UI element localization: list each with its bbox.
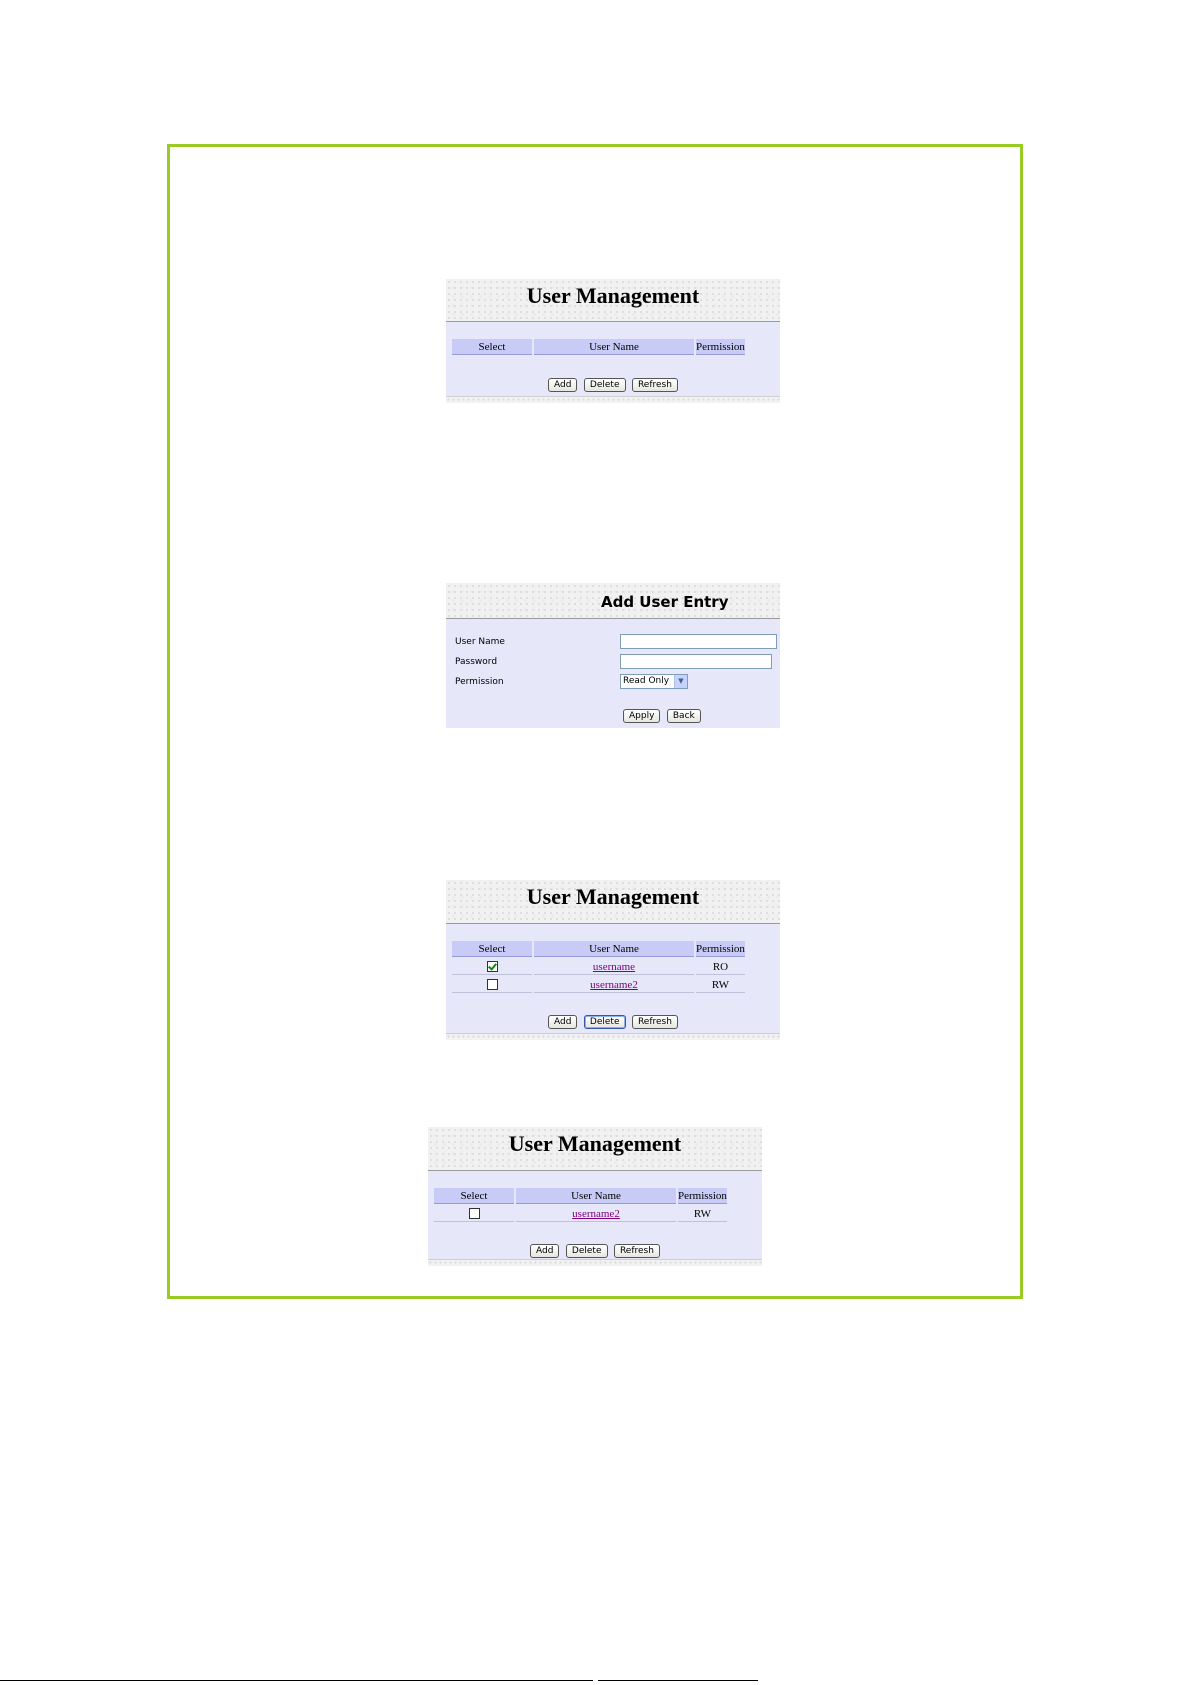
- column-header-permission: Permission: [678, 1188, 727, 1204]
- add-button[interactable]: Add: [548, 378, 577, 392]
- permission-cell: RW: [696, 977, 745, 993]
- page-title: User Management: [526, 884, 700, 909]
- table-header-row: [452, 941, 745, 957]
- delete-button[interactable]: Delete: [566, 1244, 608, 1258]
- column-header-user-name: User Name: [516, 1188, 676, 1204]
- page-title: User Management: [508, 1131, 682, 1156]
- user-name-cell: [534, 977, 694, 993]
- screenshot-user-management-empty: [446, 279, 780, 403]
- checkbox-checked-icon[interactable]: [487, 961, 498, 972]
- column-header-select: Select: [452, 339, 532, 355]
- column-header-user-name: User Name: [534, 941, 694, 957]
- user-name-cell: [516, 1206, 676, 1222]
- refresh-button[interactable]: Refresh: [632, 1015, 678, 1029]
- dropdown-arrow-icon[interactable]: ▼: [674, 675, 687, 688]
- column-header-select: Select: [434, 1188, 514, 1204]
- delete-button[interactable]: Delete: [584, 378, 626, 392]
- button-bar: [446, 1011, 780, 1029]
- add-button[interactable]: Add: [530, 1244, 559, 1258]
- back-button[interactable]: Back: [667, 709, 701, 723]
- permission-select[interactable]: [620, 674, 688, 689]
- password-label: Password: [455, 657, 498, 667]
- table-row: [452, 959, 745, 975]
- delete-button[interactable]: Delete: [584, 1015, 626, 1029]
- column-header-permission: Permission: [696, 339, 745, 355]
- user-table: [432, 1186, 729, 1224]
- user-link[interactable]: username2: [572, 1207, 620, 1220]
- screenshot-user-management-one-user: [428, 1127, 762, 1266]
- add-button[interactable]: Add: [548, 1015, 577, 1029]
- page-title-bar: [428, 1127, 762, 1171]
- page-title-bar: [446, 279, 780, 322]
- refresh-button[interactable]: Refresh: [614, 1244, 660, 1258]
- table-header-row: [452, 339, 745, 355]
- user-link[interactable]: username2: [590, 978, 638, 991]
- user-table: [450, 939, 747, 995]
- user-name-label: User Name: [455, 637, 505, 647]
- user-table: [450, 337, 747, 357]
- screenshot-user-management-two-users: [446, 880, 780, 1040]
- page-title: User Management: [526, 283, 700, 308]
- column-header-permission: Permission: [696, 941, 745, 957]
- table-row: [434, 1206, 727, 1222]
- page-title-bar: [446, 583, 780, 619]
- screenshot-add-user-entry: [446, 583, 780, 728]
- bottom-pattern: [446, 1033, 780, 1040]
- checkbox-empty-icon[interactable]: [487, 979, 498, 990]
- page-title: Add User Entry: [601, 593, 729, 611]
- permission-selected-value: Read Only: [623, 676, 670, 686]
- user-name-cell: [534, 959, 694, 975]
- column-header-user-name: User Name: [534, 339, 694, 355]
- permission-label: Permission: [455, 677, 504, 687]
- footer-rule: [0, 1680, 593, 1681]
- button-bar: [622, 705, 702, 723]
- select-cell: [434, 1206, 514, 1222]
- select-cell: [452, 977, 532, 993]
- bottom-pattern: [428, 1259, 762, 1266]
- select-cell: [452, 959, 532, 975]
- permission-cell: RO: [696, 959, 745, 975]
- page-title-bar: [446, 880, 780, 924]
- bottom-pattern: [446, 396, 780, 403]
- password-field[interactable]: [620, 654, 772, 669]
- permission-cell: RW: [678, 1206, 727, 1222]
- user-name-field[interactable]: [620, 634, 777, 649]
- table-row: [452, 977, 745, 993]
- column-header-select: Select: [452, 941, 532, 957]
- checkbox-empty-icon[interactable]: [469, 1208, 480, 1219]
- footer-rule: [598, 1680, 758, 1681]
- user-link[interactable]: username: [592, 960, 636, 973]
- table-header-row: [434, 1188, 727, 1204]
- apply-button[interactable]: Apply: [623, 709, 660, 723]
- button-bar: [428, 1240, 762, 1258]
- button-bar: [446, 374, 780, 392]
- refresh-button[interactable]: Refresh: [632, 378, 678, 392]
